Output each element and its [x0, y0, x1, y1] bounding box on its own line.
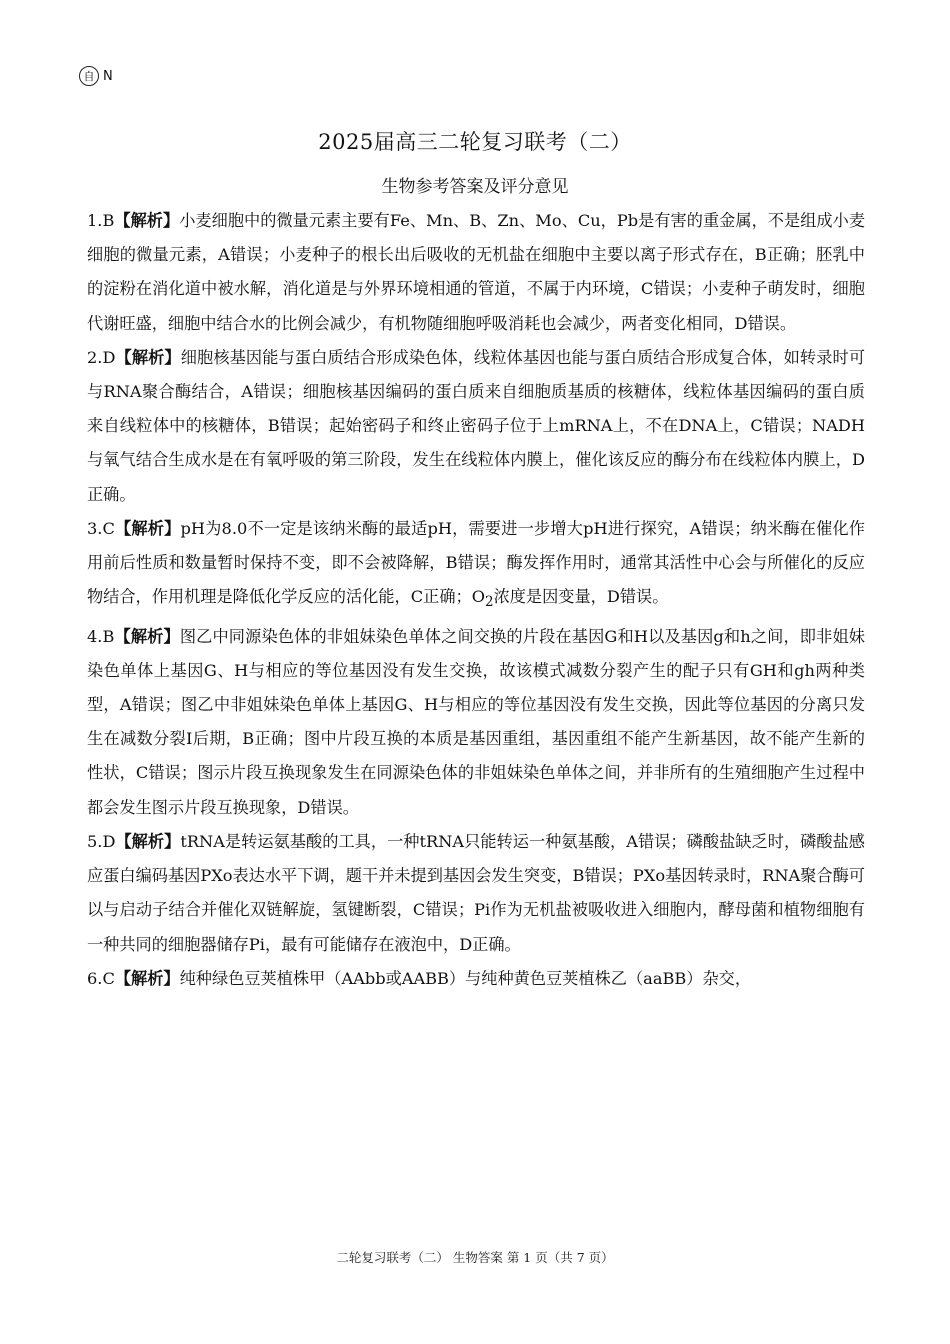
- page-subtitle: 生物参考答案及评分意见: [381, 177, 569, 197]
- page-footer: 二轮复习联考（二） 生物答案 第 1 页（共 7 页）: [336, 1250, 614, 1265]
- publisher-logo: [79, 66, 113, 86]
- analysis-tag: 【解析】: [114, 211, 180, 230]
- answer-number: 6.C: [87, 968, 115, 988]
- analysis-tag: 【解析】: [114, 626, 180, 646]
- page-title: 2025届高三二轮复习联考（二）: [318, 130, 632, 154]
- answer-number: 5.D: [87, 831, 116, 851]
- logo-letter: N: [103, 68, 113, 84]
- answer-number: 2.D: [87, 347, 116, 367]
- answer-number: 3.C: [87, 518, 115, 538]
- answer-item-1: [87, 204, 865, 341]
- answer-list: [87, 204, 865, 996]
- answer-text: 图乙中同源染色体的非姐妹染色单体之间交换的片段在基因G和H以及基因g和h之间，即非姐妹染色单体上基因G、H与相应的等位基因没有发生交换，故该模式减数分裂产生的配子只有GH和gh两种类型，A错误；图乙中非姐妹染色单体上基因G、H与相应的等位基因没有发生交换，因此等位基因的分离只发生在减数分裂Ⅰ后期，B正确；图中片段互换的本质是基因重组，基因重组不能产生新基因，故不能产生新的性状，C错误；图示片段互换现象发生在同源染色体的非姐妹染色单体之间，并非所有的生殖细胞产生过程中都会发生图示片段互换现象，D错误。: [87, 626, 865, 817]
- answer-number: 4.B: [87, 626, 115, 646]
- answer-item-6: [87, 962, 865, 996]
- answer-item-2: [87, 341, 865, 512]
- subscript: 2: [484, 594, 494, 611]
- analysis-tag: 【解析】: [115, 347, 181, 367]
- analysis-tag: 【解析】: [114, 968, 180, 988]
- answer-text: 小麦细胞中的微量元素主要有Fe、Mn、B、Zn、Mo、Cu，Pb是有害的重金属，不是组成小麦细胞的微量元素，A错误；小麦种子的根长出后吸收的无机盐在细胞中主要以离子形式存在，B正确；胚乳中的淀粉在消化道中被水解，消化道是与外界环境相通的管道，不属于内环境，C错误；小麦种子萌发时，细胞代谢旺盛，细胞中结合水的比例会减少，有机物随细胞呼吸消耗也会减少，两者变化相同，D错误。: [87, 211, 866, 333]
- answer-text-cont: 浓度是因变量，D错误。: [493, 587, 669, 607]
- analysis-tag: 【解析】: [114, 518, 181, 538]
- answer-item-5: [87, 825, 865, 962]
- answer-text: 细胞核基因能与蛋白质结合形成染色体，线粒体基因也能与蛋白质结合形成复合体，如转录时可与RNA聚合酶结合，A错误；细胞核基因编码的蛋白质来自细胞质基质的核糖体，线粒体基因编码的蛋白质来自线粒体中的核糖体，B错误；起始密码子和终止密码子位于上mRNA上，不在DNA上，C错误；NADH与氧气结合生成水是在有氧呼吸的第三阶段，发生在线粒体内膜上，催化该反应的酶分布在线粒体内膜上，D正确。: [87, 347, 866, 504]
- circle-logo-icon: 自: [79, 66, 99, 86]
- answer-item-4: [87, 620, 865, 825]
- analysis-tag: 【解析】: [115, 831, 181, 851]
- answer-number: 1.B: [87, 211, 115, 230]
- answer-text: 纯种绿色豆荚植株甲（AAbb或AABB）与纯种黄色豆荚植株乙（aaBB）杂交，: [179, 968, 752, 988]
- answer-text: tRNA是转运氨基酸的工具，一种tRNA只能转运一种氨基酸，A错误；磷酸盐缺乏时，磷酸盐感应蛋白编码基因PXo表达水平下调，题干并未提到基因会发生突变，B错误；PXo基因转录时，RNA聚合酶可以与启动子结合并催化双链解旋，氢键断裂，C错误；Pi作为无机盐被吸收进入细胞内，酵母菌和植物细胞有一种共同的细胞器储存Pi，最有可能储存在液泡中，D正确。: [87, 831, 865, 954]
- answer-item-3: [87, 512, 865, 620]
- answer-text: pH为8.0不一定是该纳米酶的最适pH，需要进一步增大pH进行探究，A错误；纳米酶在催化作用前后性质和数量暂时保持不变，即不会被降解，B错误；酶发挥作用时，通常其活性中心会与所催化的反应物结合，作用机理是降低化学反应的活化能，C正确；O: [87, 518, 865, 607]
